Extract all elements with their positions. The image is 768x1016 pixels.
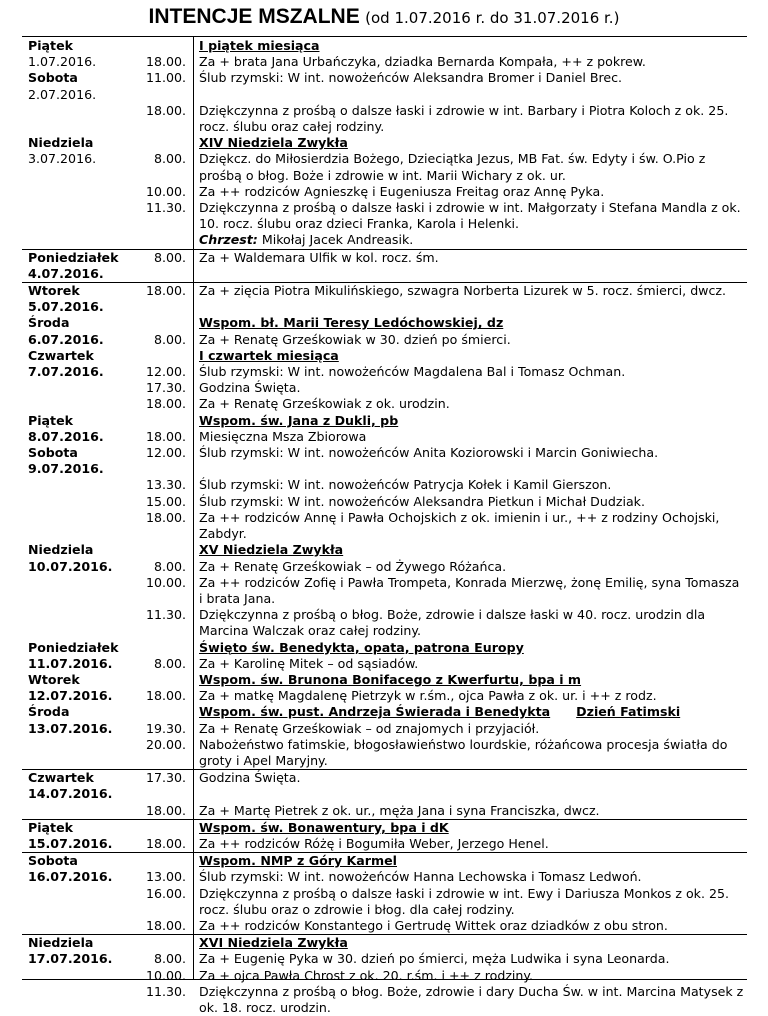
day-date: 3.07.2016. bbox=[28, 151, 97, 167]
feast-row bbox=[22, 640, 747, 656]
intention-text: Za + Karolinę Mitek – od sąsiadów. bbox=[199, 655, 419, 671]
day-date: 8.07.2016. bbox=[28, 428, 104, 444]
time-cell bbox=[136, 542, 193, 558]
day-cell bbox=[22, 935, 136, 968]
day-date: 4.07.2016. bbox=[28, 265, 104, 281]
day-cell bbox=[22, 348, 136, 380]
day-cell bbox=[22, 819, 136, 852]
day-cell bbox=[22, 249, 136, 282]
mass-time: 12.00. bbox=[145, 364, 186, 380]
mass-time: 17.30. bbox=[145, 380, 186, 396]
day-date: 12.07.2016. bbox=[28, 688, 113, 704]
table-row bbox=[22, 737, 747, 770]
time-cell bbox=[136, 135, 193, 151]
time-cell bbox=[136, 853, 193, 870]
table-row bbox=[22, 886, 747, 918]
day-cell bbox=[22, 575, 136, 607]
feast-title: Wspom. św. Bonawentury, bpa i dK bbox=[199, 819, 449, 835]
intention-main: Dziękczynna z prośbą o dalsze łaski i zdrowie w int. Małgorzaty i Stefana Mandla z ok. 10. rocz. ślubu oraz dzieci Franka, Karola i Helenki. bbox=[199, 200, 741, 232]
mass-time: 13.00. bbox=[145, 869, 186, 885]
feast-row bbox=[22, 135, 747, 151]
feast-row bbox=[22, 935, 747, 952]
table-row bbox=[22, 510, 747, 542]
table-row bbox=[22, 575, 747, 607]
time-cell bbox=[136, 935, 193, 952]
day-cell bbox=[22, 968, 136, 984]
day-cell bbox=[22, 672, 136, 704]
day-cell bbox=[22, 315, 136, 347]
table-row bbox=[22, 803, 747, 820]
time-cell bbox=[136, 348, 193, 364]
table-row bbox=[22, 770, 747, 803]
intention-main: Godzina Święta. bbox=[199, 770, 301, 786]
table-row bbox=[22, 607, 747, 639]
intention-text: Za + Eugenię Pyka w 30. dzień po śmierci, męża Ludwika i syna Leonarda. bbox=[199, 951, 670, 967]
mass-time: 10.00. bbox=[145, 967, 186, 983]
mass-time: 8.00. bbox=[153, 951, 186, 967]
mass-time: 18.00. bbox=[145, 917, 186, 933]
mass-time: 10.00. bbox=[145, 574, 186, 590]
day-date: 9.07.2016. bbox=[28, 461, 104, 477]
feast-title: Święto św. Benedykta, opata, patrona Europy bbox=[199, 639, 524, 655]
intention-text bbox=[193, 510, 747, 542]
feast-title: I czwartek miesiąca bbox=[199, 347, 339, 363]
table-row bbox=[22, 918, 747, 935]
intention-text: Ślub rzymski: W int. nowożeńców Magdalena Bal i Tomasz Ochman. bbox=[199, 364, 626, 380]
intention-main: Dziękczynna z prośbą o dalsze łaski i zdrowie w int. Ewy i Dariusza Monkos z ok. 25. rocz. ślubu oraz o zdrowie i błog. dla całej rodziny. bbox=[199, 885, 729, 917]
feast-cell bbox=[193, 135, 747, 151]
intention-main: Za + zięcia Piotra Mikulińskiego, szwagra Norberta Lizurek w 5. rocz. śmierci, dwcz. bbox=[199, 283, 727, 299]
day-name: Sobota bbox=[28, 445, 78, 461]
mass-time: 18.00. bbox=[145, 835, 186, 851]
day-date: 14.07.2016. bbox=[28, 786, 113, 802]
mass-time: 18.00. bbox=[145, 54, 186, 70]
feast-title: Wspom. św. Brunona Bonifacego z Kwerfurtu, bpa i m bbox=[199, 671, 582, 687]
feast-title: Wspom. NMP z Góry Karmel bbox=[199, 853, 397, 869]
intention-text: Za + brata Jana Urbańczyka, dziadka Bernarda Kompała, ++ z pokrew. bbox=[199, 54, 646, 70]
intention-text bbox=[193, 770, 747, 803]
feast-title: I piątek miesiąca bbox=[199, 38, 320, 53]
mass-time: 13.30. bbox=[145, 477, 186, 493]
table-row bbox=[22, 984, 747, 1016]
intention-text bbox=[193, 445, 747, 477]
feast-cell bbox=[193, 413, 747, 429]
day-cell bbox=[22, 38, 136, 70]
document-title bbox=[0, 6, 768, 29]
feast-row bbox=[22, 348, 747, 364]
day-cell bbox=[22, 704, 136, 736]
mass-time: 8.00. bbox=[153, 558, 186, 574]
day-cell bbox=[22, 396, 136, 412]
feast-title: XVI Niedziela Zwykła bbox=[199, 935, 348, 951]
day-cell bbox=[22, 135, 136, 184]
intention-main: Ślub rzymski: W int. nowożeńców Patrycja Kołek i Kamil Gierszon. bbox=[199, 477, 612, 493]
feast-title: XV Niedziela Zwykła bbox=[199, 542, 344, 558]
intention-text: Za ++ rodziców Różę i Bogumiła Weber, Jerzego Henel. bbox=[199, 835, 549, 851]
intention-text bbox=[193, 575, 747, 607]
table-row bbox=[22, 445, 747, 477]
day-name: Piątek bbox=[28, 819, 73, 835]
intention-main: Za ++ rodziców Konstantego i Gertrudę Wittek oraz dziadków z obu stron. bbox=[199, 917, 668, 933]
day-name: Sobota bbox=[28, 70, 78, 86]
day-cell bbox=[22, 70, 136, 102]
intention-text: Miesięczna Msza Zbiorowa bbox=[199, 428, 367, 444]
title-date-range: (od 1.07.2016 r. do 31.07.2016 r.) bbox=[365, 9, 620, 27]
intention-text bbox=[193, 494, 747, 510]
day-cell bbox=[22, 886, 136, 918]
intention-text bbox=[193, 249, 747, 282]
feast-cell bbox=[193, 819, 747, 836]
table-row bbox=[22, 103, 747, 135]
time-cell bbox=[136, 413, 193, 429]
intention-main: Ślub rzymski: W int. nowożeńców Aleksandra Pietkun i Michał Dudziak. bbox=[199, 493, 645, 509]
mass-time: 17.30. bbox=[136, 770, 193, 803]
feast-cell bbox=[193, 542, 747, 558]
feast-row bbox=[22, 819, 747, 836]
table-row bbox=[22, 968, 747, 984]
day-cell bbox=[22, 737, 136, 770]
day-cell bbox=[22, 184, 136, 200]
mass-intentions-table bbox=[22, 38, 747, 1016]
feast-row bbox=[22, 413, 747, 429]
mass-time: 19.30. bbox=[145, 720, 186, 736]
intention-text bbox=[193, 200, 747, 249]
intention-main: Za ++ rodziców Zofię i Pawła Trompeta, Konrada Mierzwę, żonę Emilię, syna Tomasza i brata Jana. bbox=[199, 574, 740, 606]
intention-text bbox=[193, 396, 747, 412]
day-date: 16.07.2016. bbox=[28, 869, 113, 885]
feast-row bbox=[22, 853, 747, 870]
mass-time: 20.00. bbox=[145, 736, 186, 752]
feast-title: Wspom. św. pust. Andrzeja Świerada i Benedykta bbox=[199, 704, 551, 720]
mass-time: 18.00. bbox=[145, 396, 186, 412]
feast-cell bbox=[193, 38, 747, 54]
mass-time: 11.30. bbox=[145, 983, 186, 999]
feast-row bbox=[22, 542, 747, 558]
mass-time: 15.00. bbox=[145, 493, 186, 509]
intention-text bbox=[193, 70, 747, 102]
feast-row bbox=[22, 38, 747, 54]
day-cell bbox=[22, 477, 136, 493]
intention-text: Za + Renatę Grześkowiak w 30. dzień po śmierci. bbox=[199, 331, 511, 347]
day-cell bbox=[22, 380, 136, 396]
feast-row bbox=[22, 672, 747, 688]
mass-time: 18.00. bbox=[136, 283, 193, 316]
mass-time: 18.00. bbox=[145, 802, 186, 818]
day-name: Niedziela bbox=[28, 935, 94, 951]
intention-text bbox=[193, 968, 747, 984]
table-row bbox=[22, 283, 747, 316]
title-main: INTENCJE MSZALNE bbox=[148, 5, 360, 28]
intention-text bbox=[193, 918, 747, 935]
intention-text bbox=[193, 283, 747, 316]
feast-cell bbox=[193, 704, 747, 720]
baptism-label: Chrzest: bbox=[199, 232, 258, 248]
day-name: Środa bbox=[28, 704, 70, 720]
intention-main: Dziękczynna z prośbą o dalsze łaski i zdrowie w int. Barbary i Piotra Koloch z ok. 25. rocz. ślubu oraz całej rodziny. bbox=[199, 102, 729, 135]
day-name: Sobota bbox=[28, 853, 78, 869]
time-cell bbox=[136, 38, 193, 54]
intention-text: Ślub rzymski: W int. nowożeńców Hanna Lechowska i Tomasz Ledwoń. bbox=[199, 869, 642, 885]
intention-main: Za ++ rodziców Annę i Pawła Ochojskich z ok. imienin i ur., ++ z rodziny Ochojski, Zabdyr. bbox=[199, 509, 720, 542]
intention-main: Dziękczynna z prośbą o błog. Boże, zdrowie i dary Ducha Św. w int. Marcina Matysek z ok. 18. rocz. urodzin. bbox=[199, 983, 744, 1015]
time-cell bbox=[136, 672, 193, 688]
day-name: Czwartek bbox=[28, 770, 94, 786]
mass-time: 18.00. bbox=[145, 509, 186, 525]
intention-text bbox=[193, 803, 747, 820]
feast-cell bbox=[193, 348, 747, 364]
feast-cell bbox=[193, 935, 747, 952]
intention-text bbox=[193, 380, 747, 396]
table-row bbox=[22, 477, 747, 493]
day-name: Poniedziałek bbox=[28, 249, 119, 265]
day-name: Niedziela bbox=[28, 135, 94, 151]
intention-main: Za + ojca Pawła Chrost z ok. 20. r.śm. i ++ z rodziny. bbox=[199, 967, 534, 983]
day-name: Poniedziałek bbox=[28, 639, 119, 655]
table-row bbox=[22, 380, 747, 396]
feast-title: Wspom. św. Jana z Dukli, pb bbox=[199, 412, 399, 428]
feast-title: XIV Niedziela Zwykła bbox=[199, 135, 348, 151]
day-name: Niedziela bbox=[28, 542, 94, 558]
mass-time: 11.30. bbox=[145, 200, 186, 216]
intention-main: Za ++ rodziców Agnieszkę i Eugeniusza Freitag oraz Annę Pyka. bbox=[199, 183, 605, 199]
feast-row bbox=[22, 315, 747, 331]
intention-main: Za + Renatę Grześkowiak z ok. urodzin. bbox=[199, 396, 450, 412]
intention-main: Za + Martę Pietrek z ok. ur., męża Jana i syna Franciszka, dwcz. bbox=[199, 802, 600, 818]
table-row bbox=[22, 70, 747, 102]
intention-main: Ślub rzymski: W int. nowożeńców Anita Koziorowski i Marcin Goniwiecha. bbox=[199, 445, 659, 461]
intention-text: Za + matkę Magdalenę Pietrzyk w r.śm., ojca Pawła z ok. ur. i ++ z rodz. bbox=[199, 688, 657, 704]
day-name: Środa bbox=[28, 315, 70, 331]
table-row bbox=[22, 200, 747, 249]
time-cell bbox=[136, 640, 193, 656]
day-name: Piątek bbox=[28, 412, 73, 428]
mass-time: 18.00. bbox=[145, 688, 186, 704]
intention-text bbox=[193, 984, 747, 1016]
intention-text bbox=[193, 103, 747, 135]
day-date: 6.07.2016. bbox=[28, 331, 104, 347]
day-cell bbox=[22, 445, 136, 477]
mass-time: 11.00. bbox=[145, 70, 186, 86]
intention-text bbox=[193, 886, 747, 918]
table-row bbox=[22, 494, 747, 510]
day-cell bbox=[22, 607, 136, 639]
day-name: Wtorek bbox=[28, 283, 80, 299]
intention-text: Za + Renatę Grześkowiak – od znajomych i przyjaciół. bbox=[199, 720, 540, 736]
day-cell bbox=[22, 413, 136, 445]
intention-main: Za + Waldemara Ulfik w kol. rocz. śm. bbox=[199, 249, 439, 265]
mass-time: 18.00. bbox=[145, 102, 186, 118]
day-name: Piątek bbox=[28, 38, 73, 53]
day-cell bbox=[22, 200, 136, 249]
intention-main: Ślub rzymski: W int. nowożeńców Aleksandra Bromer i Daniel Brec. bbox=[199, 70, 623, 86]
baptism-name: Mikołaj Jacek Andreasik. bbox=[257, 232, 414, 248]
mass-time: 8.00. bbox=[153, 331, 186, 347]
day-cell bbox=[22, 494, 136, 510]
day-date: 2.07.2016. bbox=[28, 86, 97, 102]
table-row bbox=[22, 396, 747, 412]
intention-main: Nabożeństwo fatimskie, błogosławieństwo lourdskie, różańcowa procesja światła do groty i Apel Maryjny. bbox=[199, 736, 728, 768]
feast-cell bbox=[193, 672, 747, 688]
mass-time: 16.00. bbox=[145, 885, 186, 901]
table-row bbox=[22, 184, 747, 200]
time-cell bbox=[136, 819, 193, 836]
day-date: 13.07.2016. bbox=[28, 720, 113, 736]
mass-time: 18.00. bbox=[145, 428, 186, 444]
day-cell bbox=[22, 283, 136, 316]
mass-time: 10.00. bbox=[145, 183, 186, 199]
day-cell bbox=[22, 984, 136, 1016]
day-cell bbox=[22, 853, 136, 886]
intention-text: Dziękcz. do Miłosierdzia Bożego, Dzieciątka Jezus, MB Fat. św. Edyty i św. O.Pio z prośbą o błog. Boże i zdrowie w int. Marii Wichary z ok. ur. bbox=[199, 151, 706, 183]
day-date: 15.07.2016. bbox=[28, 835, 113, 851]
intention-text: Za + Renatę Grześkowiak – od Żywego Różańca. bbox=[199, 558, 507, 574]
intention-main: Godzina Święta. bbox=[199, 380, 301, 396]
intention-text bbox=[193, 477, 747, 493]
feast-row bbox=[22, 704, 747, 720]
day-date: 17.07.2016. bbox=[28, 951, 113, 967]
day-name: Czwartek bbox=[28, 347, 94, 363]
intention-text bbox=[193, 607, 747, 639]
intention-text bbox=[193, 184, 747, 200]
day-date: 1.07.2016. bbox=[28, 54, 97, 70]
mass-time: 8.00. bbox=[136, 249, 193, 282]
feast-cell bbox=[193, 315, 747, 331]
day-cell bbox=[22, 918, 136, 935]
day-date: 10.07.2016. bbox=[28, 558, 113, 574]
intention-text bbox=[193, 737, 747, 770]
mass-time: 8.00. bbox=[153, 151, 186, 167]
day-name: Wtorek bbox=[28, 671, 80, 687]
feast-title-secondary: Dzień Fatimski bbox=[576, 704, 681, 720]
intention-main: Dziękczynna z prośbą o błog. Boże, zdrowie i dalsze łaski w 40. rocz. urodzin dla Marcina Walczak oraz całej rodziny. bbox=[199, 607, 706, 639]
day-date: 11.07.2016. bbox=[28, 655, 113, 671]
day-cell bbox=[22, 103, 136, 135]
table-row bbox=[22, 249, 747, 282]
time-cell bbox=[136, 315, 193, 331]
feast-cell bbox=[193, 640, 747, 656]
feast-title: Wspom. bł. Marii Teresy Ledóchowskiej, dz bbox=[199, 315, 504, 331]
mass-time: 8.00. bbox=[153, 655, 186, 671]
day-date: 5.07.2016. bbox=[28, 299, 104, 315]
day-cell bbox=[22, 803, 136, 820]
mass-time: 12.00. bbox=[145, 445, 186, 461]
day-cell bbox=[22, 640, 136, 672]
day-date: 7.07.2016. bbox=[28, 364, 104, 380]
day-cell bbox=[22, 770, 136, 803]
day-cell bbox=[22, 510, 136, 542]
feast-cell bbox=[193, 853, 747, 870]
mass-time: 11.30. bbox=[145, 607, 186, 623]
time-cell bbox=[136, 704, 193, 720]
day-cell bbox=[22, 542, 136, 574]
